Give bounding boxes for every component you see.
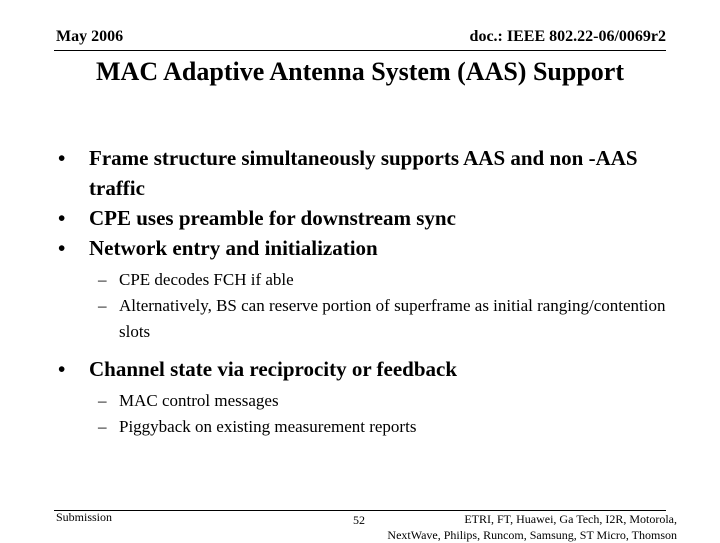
subbullet-text: Piggyback on existing measurement reports	[119, 417, 417, 436]
footer-submission: Submission	[56, 510, 113, 524]
bullet-dash-icon: –	[98, 296, 107, 315]
bullet-cpe-preamble	[58, 203, 668, 233]
bullet-channel-state	[58, 354, 668, 384]
subbullet-mac-control	[58, 388, 668, 414]
subbullet-fch	[58, 267, 668, 293]
subbullet-text: Alternatively, BS can reserve portion of superframe as initial ranging/contention slots	[119, 296, 666, 341]
network-entry-subitems	[58, 267, 668, 345]
footer-authors-line2: NextWave, Philips, Runcom, Samsung, ST Micro, Thomson	[387, 528, 677, 542]
bullet-text: Network entry and initialization	[89, 236, 378, 260]
footer-authors-line1: ETRI, FT, Huawei, Ga Tech, I2R, Motorola,	[464, 512, 677, 526]
bullet-dash-icon: –	[98, 417, 107, 436]
bullet-network-entry	[58, 233, 668, 263]
bullet-dash-icon: –	[98, 391, 107, 410]
bullet-text: Channel state via reciprocity or feedback	[89, 357, 458, 381]
bullet-dot-icon: •	[58, 146, 66, 170]
header-divider	[54, 50, 666, 51]
footer-authors	[387, 511, 677, 543]
bullet-text: CPE uses preamble for downstream sync	[89, 206, 456, 230]
channel-state-subitems	[58, 388, 668, 440]
slide-title: MAC Adaptive Antenna System (AAS) Support	[96, 57, 624, 86]
footer-page-number: 52	[353, 513, 365, 527]
slide-body	[58, 143, 668, 440]
header-date: May 2006	[56, 28, 124, 45]
header-doc-id: doc.: IEEE 802.22-06/0069r2	[469, 28, 666, 45]
subbullet-piggyback	[58, 414, 668, 440]
bullet-dash-icon: –	[98, 270, 107, 289]
bullet-dot-icon: •	[58, 357, 66, 381]
subbullet-bs-reserve	[58, 293, 668, 345]
bullet-dot-icon: •	[58, 206, 66, 230]
bullet-text: Frame structure simultaneously supports AAS and non -AAS traffic	[89, 146, 638, 200]
bullet-dot-icon: •	[58, 236, 66, 260]
subbullet-text: MAC control messages	[119, 391, 279, 410]
bullet-frame-structure	[58, 143, 668, 203]
subbullet-text: CPE decodes FCH if able	[119, 270, 294, 289]
